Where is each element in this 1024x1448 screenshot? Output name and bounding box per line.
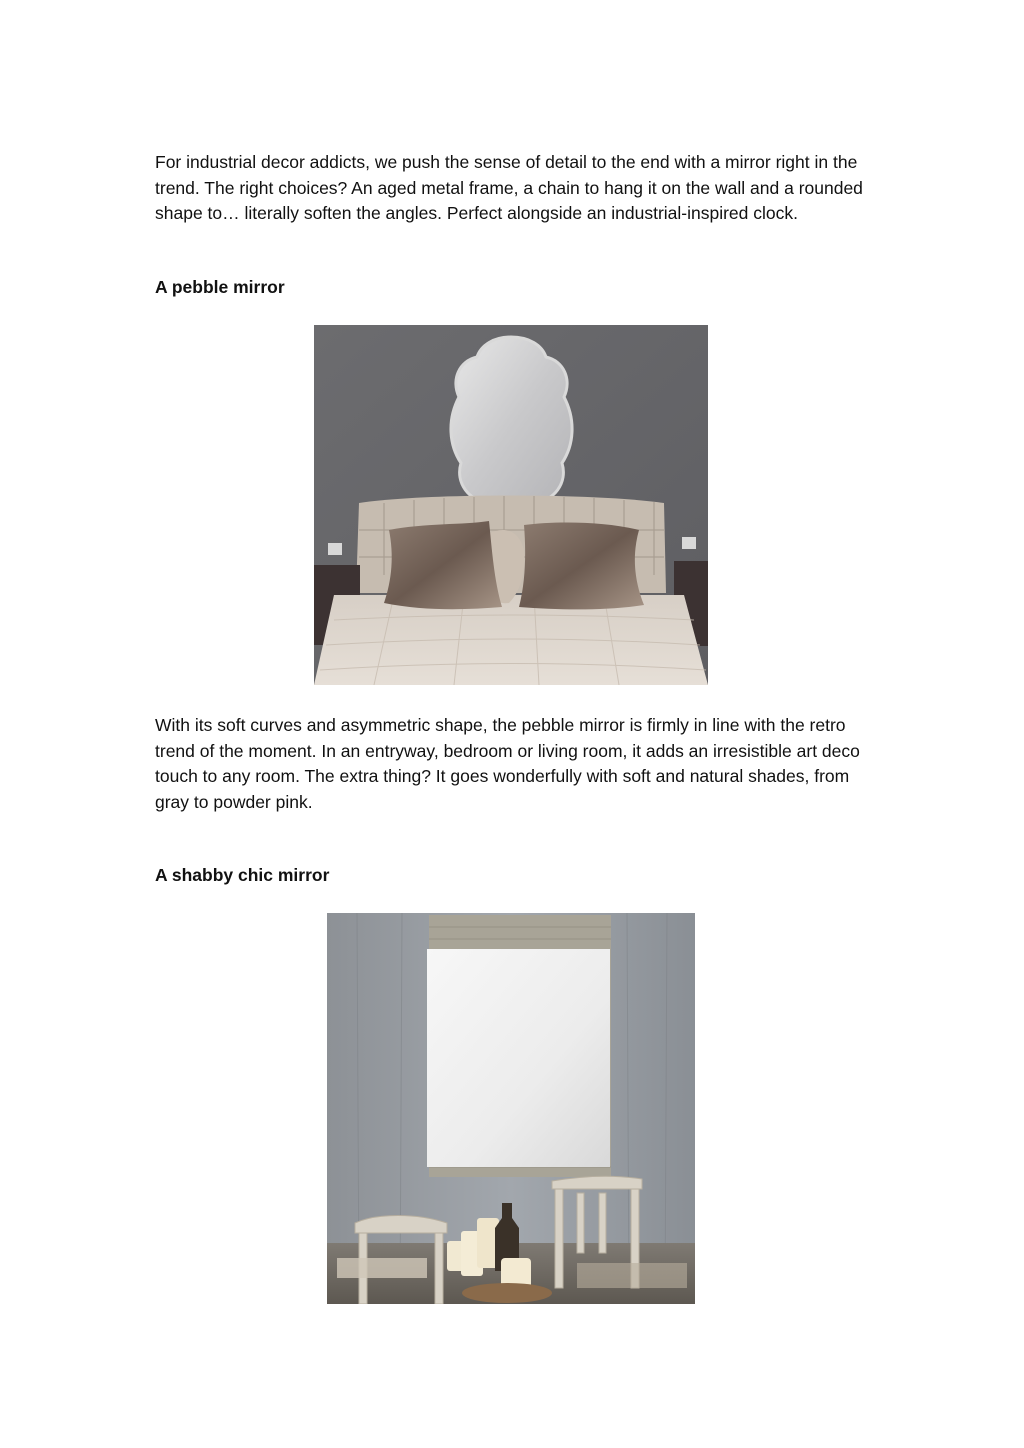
pebble-mirror-photo bbox=[314, 325, 708, 685]
pebble-mirror-paragraph: With its soft curves and asymmetric shape, the pebble mirror is firmly in line with the retro trend of the moment. In an entryway, bedroom or living room, it adds an irresistible art deco touch to any room. The extra thing? It goes wonderfully with soft and natural shades, from gray to powder pink. bbox=[155, 715, 860, 812]
mirror-shape bbox=[451, 337, 572, 511]
heading-shabby-chic-mirror: A shabby chic mirror bbox=[155, 865, 330, 885]
heading-pebble-mirror: A pebble mirror bbox=[155, 277, 285, 297]
shabby-chic-mirror-photo bbox=[327, 913, 695, 1304]
intro-paragraph: For industrial decor addicts, we push the sense of detail to the end with a mirror right in the trend. The right choices? An aged metal frame, a chain to hang it on the wall and a rounded shape to… literally soften the angles. Perfect alongside an industrial-inspired clock. bbox=[155, 152, 863, 223]
